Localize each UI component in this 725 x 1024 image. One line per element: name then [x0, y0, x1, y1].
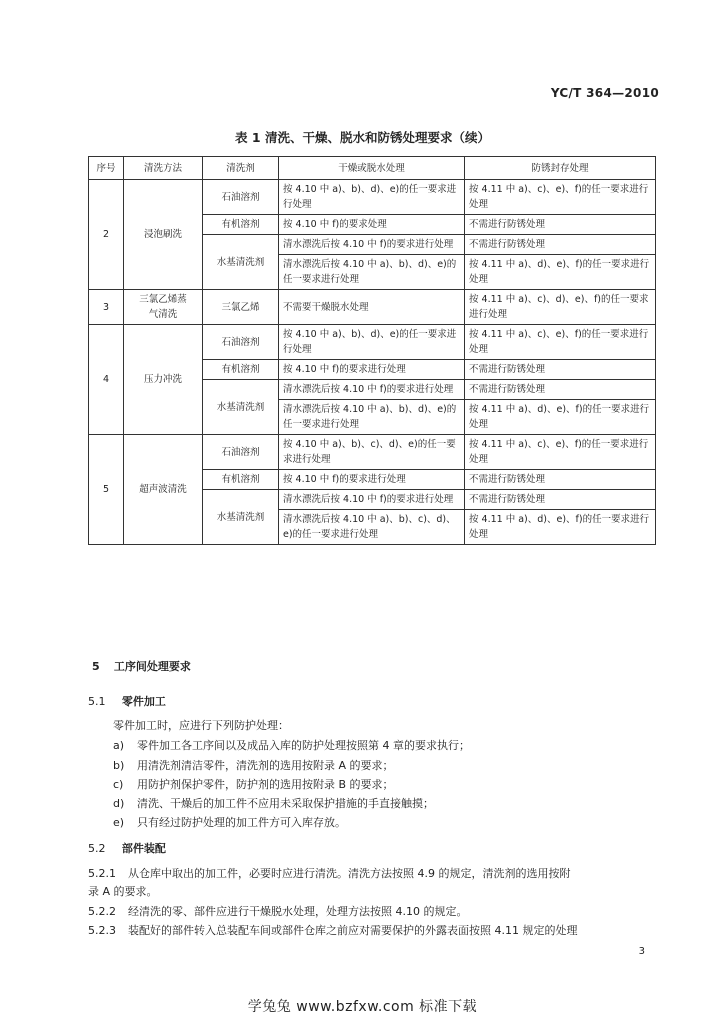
header-dry: 干燥或脱水处理 — [279, 157, 465, 180]
cell-dry: 清水漂洗后按 4.10 中 f)的要求进行处理 — [279, 235, 465, 255]
cell-agent: 有机溶剂 — [203, 215, 279, 235]
table-row — [89, 180, 656, 215]
standard-code: YC/T 364—2010 — [550, 86, 659, 100]
list-text: 用防护剂保护零件，防护剂的选用按附录 B 的要求； — [137, 778, 394, 791]
cell-rust: 按 4.11 中 a)、d)、e)、f)的任一要求进行处理 — [465, 255, 656, 290]
table-row — [89, 325, 656, 360]
cell-dry: 按 4.10 中 a)、b)、c)、d)、e)的任一要求进行处理 — [279, 435, 465, 470]
list-text: 零件加工各工序间以及成品入库的防护处理按照第 4 章的要求执行； — [137, 739, 470, 752]
cell-dry: 按 4.10 中 a)、b)、d)、e)的任一要求进行处理 — [279, 325, 465, 360]
cell-rust: 不需进行防锈处理 — [465, 215, 656, 235]
table-row — [89, 435, 656, 470]
cell-agent: 水基清洗剂 — [203, 380, 279, 435]
list-item — [113, 758, 394, 774]
paragraph-number: 5.2.1 — [88, 867, 116, 880]
cell-agent: 石油溶剂 — [203, 435, 279, 470]
list-item — [113, 796, 434, 812]
table-title: 表 1 清洗、干燥、脱水和防锈处理要求（续） — [235, 130, 490, 145]
cell-rust: 按 4.11 中 a)、d)、e)、f)的任一要求进行处理 — [465, 510, 656, 545]
cell-dry: 清水漂洗后按 4.10 中 a)、b)、d)、e)的任一要求进行处理 — [279, 255, 465, 290]
cell-rust: 不需进行防锈处理 — [465, 380, 656, 400]
cell-dry: 按 4.10 中 f)的要求进行处理 — [279, 360, 465, 380]
cell-no: 3 — [89, 290, 124, 325]
cell-no: 5 — [89, 435, 124, 545]
header-method: 清洗方法 — [124, 157, 203, 180]
cell-method: 超声波清洗 — [124, 435, 203, 545]
header-agent: 清洗剂 — [203, 157, 279, 180]
list-item — [113, 738, 470, 754]
paragraph-5-2-2 — [88, 904, 660, 920]
cell-agent: 三氯乙烯 — [203, 290, 279, 325]
list-letter: a) — [113, 739, 125, 752]
paragraph-5-2-3 — [88, 923, 668, 939]
cell-agent: 水基清洗剂 — [203, 490, 279, 545]
cell-rust: 按 4.11 中 a)、d)、e)、f)的任一要求进行处理 — [465, 400, 656, 435]
cell-dry: 清水漂洗后按 4.10 中 f)的要求进行处理 — [279, 490, 465, 510]
cell-agent: 石油溶剂 — [203, 325, 279, 360]
cell-no: 4 — [89, 325, 124, 435]
cell-dry: 清水漂洗后按 4.10 中 f)的要求进行处理 — [279, 380, 465, 400]
list-letter: e) — [113, 816, 125, 829]
section-5-2-heading — [88, 840, 166, 856]
cell-agent: 水基清洗剂 — [203, 235, 279, 290]
paragraph-text: 从仓库中取出的加工件，必要时应进行清洗。清洗方法按照 4.9 的规定，清洗剂的选用按附 — [128, 867, 571, 880]
cell-agent: 石油溶剂 — [203, 180, 279, 215]
cell-rust: 不需进行防锈处理 — [465, 235, 656, 255]
cell-dry: 按 4.10 中 f)的要求处理 — [279, 215, 465, 235]
subsection-title: 部件装配 — [121, 842, 166, 855]
cell-rust: 按 4.11 中 a)、c)、e)、f)的任一要求进行处理 — [465, 435, 656, 470]
cell-dry: 按 4.10 中 a)、b)、d)、e)的任一要求进行处理 — [279, 180, 465, 215]
requirements-table — [88, 156, 656, 545]
cell-method: 浸泡刷洗 — [124, 180, 203, 290]
cell-dry: 不需要干燥脱水处理 — [279, 290, 465, 325]
cell-rust: 不需进行防锈处理 — [465, 490, 656, 510]
cell-agent: 有机溶剂 — [203, 470, 279, 490]
subsection-number: 5.2 — [88, 842, 106, 855]
paragraph-number: 5.2.3 — [88, 924, 116, 937]
cell-dry: 清水漂洗后按 4.10 中 a)、b)、c)、d)、e)的任一要求进行处理 — [279, 510, 465, 545]
subsection-number: 5.1 — [88, 695, 106, 708]
table-row — [89, 290, 656, 325]
paragraph-number: 5.2.2 — [88, 905, 116, 918]
cell-method: 压力冲洗 — [124, 325, 203, 435]
section-5-1-heading — [88, 693, 166, 709]
page-number: 3 — [638, 946, 645, 957]
cell-rust: 不需进行防锈处理 — [465, 470, 656, 490]
paragraph-5-2-1 — [88, 866, 660, 882]
subsection-title: 零件加工 — [121, 695, 166, 708]
list-item — [113, 777, 394, 793]
cell-rust: 按 4.11 中 a)、c)、e)、f)的任一要求进行处理 — [465, 180, 656, 215]
header-no: 序号 — [89, 157, 124, 180]
cell-dry: 清水漂洗后按 4.10 中 a)、b)、d)、e)的任一要求进行处理 — [279, 400, 465, 435]
paragraph-5-2-1-cont: 录 A 的要求。 — [88, 885, 158, 898]
section-title: 工序间处理要求 — [113, 660, 191, 673]
header-rust: 防锈封存处理 — [465, 157, 656, 180]
section-5-heading — [92, 658, 191, 674]
cell-rust: 按 4.11 中 a)、c)、d)、e)、f)的任一要求进行处理 — [465, 290, 656, 325]
cell-method: 三氯乙烯蒸气清洗 — [124, 290, 203, 325]
cell-rust: 按 4.11 中 a)、c)、e)、f)的任一要求进行处理 — [465, 325, 656, 360]
list-item — [113, 815, 346, 831]
list-letter: d) — [113, 797, 125, 810]
paragraph-text: 装配好的部件转入总装配车间或部件仓库之前应对需要保护的外露表面按照 4.11 规定的处理 — [128, 924, 578, 937]
table-header-row — [89, 157, 656, 180]
list-text: 用清洗剂清洁零件，清洗剂的选用按附录 A 的要求； — [137, 759, 394, 772]
cell-dry: 按 4.10 中 f)的要求进行处理 — [279, 470, 465, 490]
section-number: 5 — [92, 660, 100, 673]
footer-watermark: 学兔兔 www.bzfxw.com 标准下载 — [247, 999, 478, 1015]
list-text: 只有经过防护处理的加工件方可入库存放。 — [137, 816, 346, 829]
paragraph-text: 经清洗的零、部件应进行干燥脱水处理，处理方法按照 4.10 的规定。 — [128, 905, 468, 918]
list-letter: b) — [113, 759, 125, 772]
cell-agent: 有机溶剂 — [203, 360, 279, 380]
paragraph-intro: 零件加工时，应进行下列防护处理： — [113, 719, 289, 732]
cell-rust: 不需进行防锈处理 — [465, 360, 656, 380]
list-text: 清洗、干燥后的加工件不应用未采取保护措施的手直接触摸； — [137, 797, 434, 810]
cell-no: 2 — [89, 180, 124, 290]
list-letter: c) — [113, 778, 124, 791]
